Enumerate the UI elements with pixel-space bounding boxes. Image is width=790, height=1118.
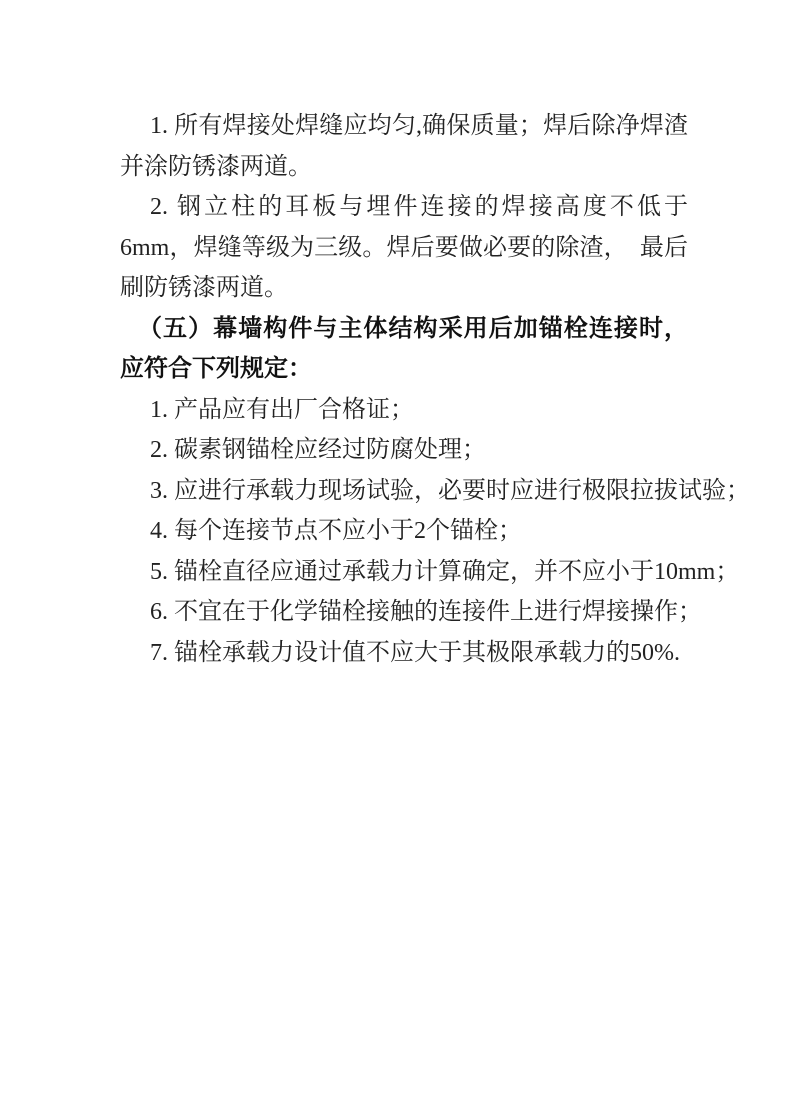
paragraph-steel-column-weld-height: 2. 钢立柱的耳板与埋件连接的焊接高度不低于6mm，焊缝等级为三级。焊后要做必要的除渣， 最后刷防锈漆两道。 (120, 194, 688, 301)
document-text-block (120, 106, 750, 673)
list-item-3: 3. 应进行承载力现场试验，必要时应进行极限拉拔试验； (150, 477, 750, 504)
list-item-1: 1. 产品应有出厂合格证； (150, 396, 414, 423)
list-item-2: 2. 碳素钢锚栓应经过防腐处理； (150, 437, 486, 463)
list-item-6: 6. 不宜在于化学锚栓接触的连接件上进行焊接操作； (150, 599, 702, 625)
list-item-4: 4. 每个连接节点不应小于2个锚栓； (150, 518, 522, 544)
paragraph-weld-seam-quality: 1. 所有焊接处焊缝应均匀,确保质量；焊后除净焊渣并涂防锈漆两道。 (120, 113, 688, 180)
list-item-7: 7. 锚栓承载力设计值不应大于其极限承载力的50%. (150, 639, 680, 666)
section-heading-anchor-bolt-rules: （五）幕墙构件与主体结构采用后加锚栓连接时，应符合下列规定： (120, 315, 688, 382)
list-item-5: 5. 锚栓直径应通过承载力计算确定，并不应小于10mm； (150, 558, 740, 585)
